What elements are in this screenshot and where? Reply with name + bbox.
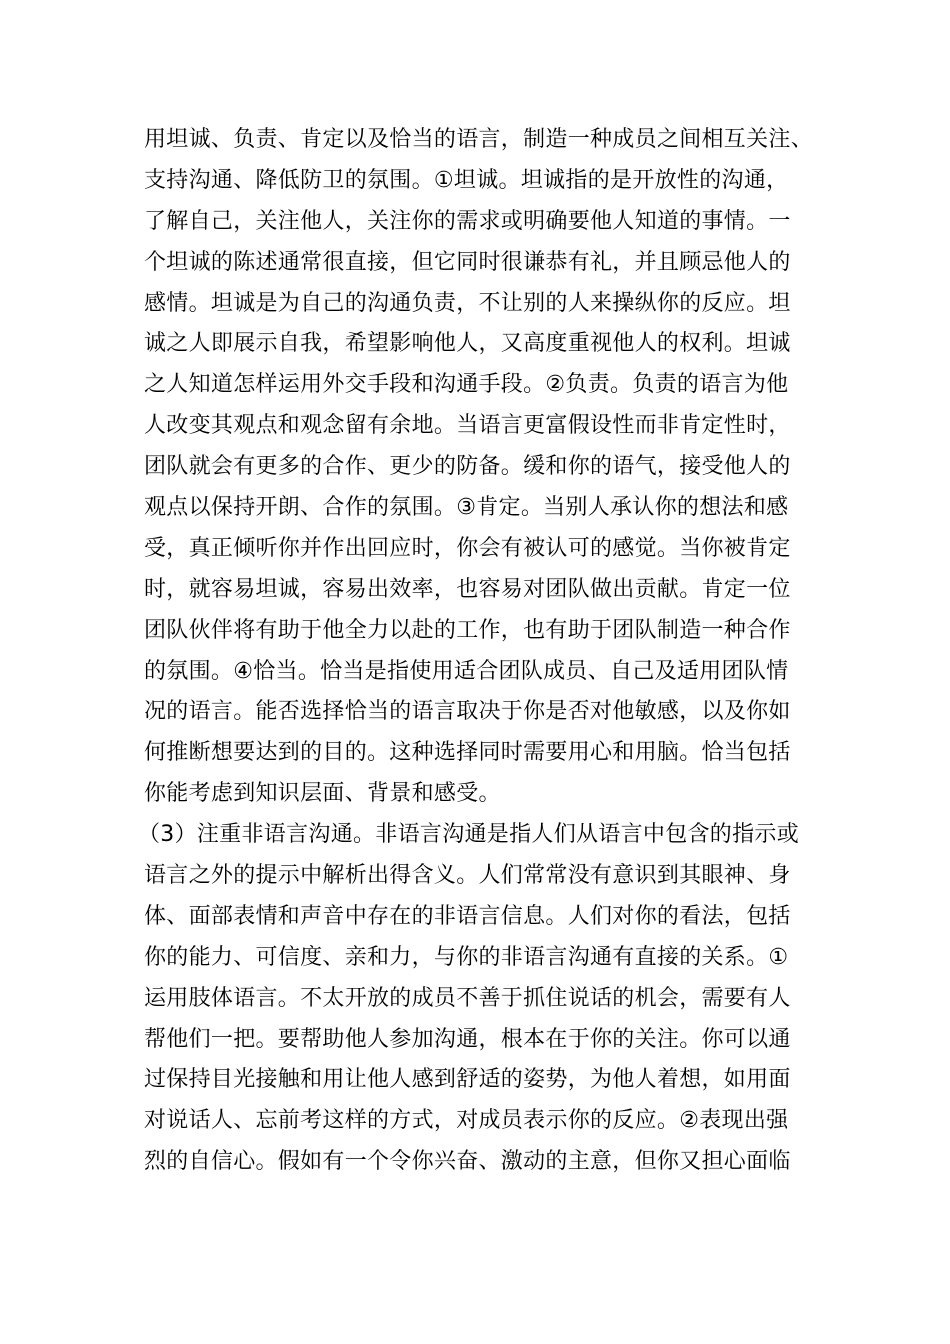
text-line: 时，就容易坦诚，容易出效率，也容易对团队做出贡献。肯定一位 [144,576,791,602]
text-line: 支持沟通、降低防卫的氛围。①坦诚。坦诚指的是开放性的沟通， [144,167,789,193]
text-line: 过保持目光接触和用让他人感到舒适的姿势，为他人着想，如用面 [144,1067,791,1093]
text-line: 感情。坦诚是为自己的沟通负责，不让别的人来操纵你的反应。坦 [144,290,791,316]
text-line: 帮他们一把。要帮助他人参加沟通，根本在于你的关注。你可以通 [144,1026,791,1052]
text-line: 的氛围。④恰当。恰当是指使用适合团队成员、自己及适用团队情 [144,658,789,684]
body-text [138,120,844,1183]
text-line: 受，真正倾听你并作出回应时，你会有被认可的感觉。当你被肯定 [144,535,791,561]
text-line: 个坦诚的陈述通常很直接，但它同时很谦恭有礼，并且顾忌他人的 [144,249,791,275]
text-line: 人改变其观点和观念留有余地。当语言更富假设性而非肯定性时， [144,413,791,439]
text-line: 观点以保持开朗、合作的氛围。③肯定。当别人承认你的想法和感 [144,495,789,521]
text-line: 运用肢体语言。不太开放的成员不善于抓住说话的机会，需要有人 [144,985,791,1011]
text-line: 诚之人即展示自我，希望影响他人，又高度重视他人的权利。坦诚 [144,331,791,357]
text-line: 对说话人、忘前考这样的方式，对成员表示你的反应。②表现出强 [144,1108,789,1134]
text-line: 烈的自信心。假如有一个令你兴奋、激动的主意，但你又担心面临 [144,1149,791,1175]
text-line: 之人知道怎样运用外交手段和沟通手段。②负责。负责的语言为他 [144,372,789,398]
text-line: 团队伙伴将有助于他全力以赴的工作，也有助于团队制造一种合作 [144,617,791,643]
section-heading-line: （3）注重非语言沟通。非语言沟通是指人们从语言中包含的指示或 [138,822,799,848]
text-line: 语言之外的提示中解析出得含义。人们常常没有意识到其眼神、身 [144,863,791,889]
text-line: 了解自己，关注他人，关注你的需求或明确要他人知道的事情。一 [144,208,791,234]
text-line: 你的能力、可信度、亲和力，与你的非语言沟通有直接的关系。① [144,944,789,970]
text-line: 你能考虑到知识层面、背景和感受。 [144,781,501,807]
text-line: 用坦诚、负责、肯定以及恰当的语言，制造一种成员之间相互关注、 [144,127,814,152]
text-line: 体、面部表情和声音中存在的非语言信息。人们对你的看法，包括 [144,903,791,929]
text-line: 况的语言。能否选择恰当的语言取决于你是否对他敏感，以及你如 [144,699,791,725]
text-line: 团队就会有更多的合作、更少的防备。缓和你的语气，接受他人的 [144,454,791,480]
text-line: 何推断想要达到的目的。这种选择同时需要用心和用脑。恰当包括 [144,740,791,766]
